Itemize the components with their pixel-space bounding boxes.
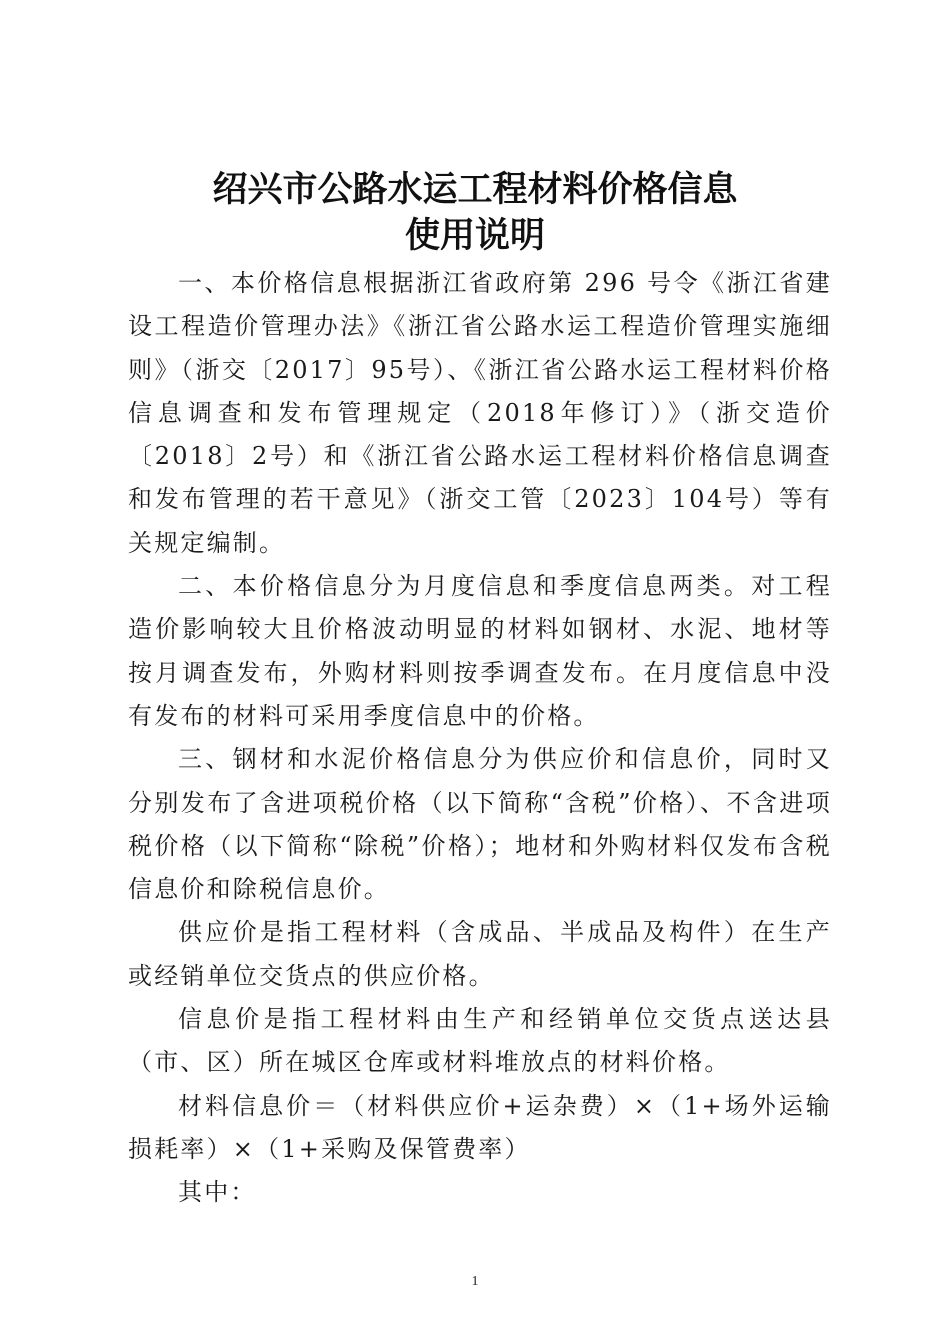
document-title-line1: 绍兴市公路水运工程材料价格信息 — [212, 169, 738, 210]
paragraph-supply-price-definition: 供应价是指工程材料（含成品、半成品及构件）在生产或经销单位交货点的供应价格。 — [128, 918, 832, 990]
paragraph-formula: 材料信息价＝（材料供应价+运杂费）×（1+场外运输损耗率）×（1+采购及保管费率） — [128, 1091, 832, 1163]
paragraph-where: 其中： — [178, 1178, 257, 1207]
page-number: 1 — [471, 1274, 479, 1289]
paragraph-price-types: 三、钢材和水泥价格信息分为供应价和信息价，同时又分别发布了含进项税价格（以下简称“含税”价格）、不含进项税价格（以下简称“除税”价格）；地材和外购材料仅发布含税信息价和除税信息价。 — [128, 745, 832, 904]
document-body — [128, 262, 832, 1215]
paragraph-basis: 一、本价格信息根据浙江省政府第 296 号令《浙江省建设工程造价管理办法》《浙江省公路水运工程造价管理实施细则》（浙交〔2017〕95号）、《浙江省公路水运工程材料价格信息调查和发布管理规定（2018年修订）》（浙交造价〔2018〕2号）和《浙江省公路水运工程材料价格信息调查和发布管理的若干意见》（浙交工管〔2023〕104号）等有关规定编制。 — [128, 269, 832, 557]
document-title-line2: 使用说明 — [404, 215, 545, 256]
paragraph-info-price-definition: 信息价是指工程材料由生产和经销单位交货点送达县（市、区）所在城区仓库或材料堆放点的材料价格。 — [128, 1005, 832, 1077]
paragraph-categories: 二、本价格信息分为月度信息和季度信息两类。对工程造价影响较大且价格波动明显的材料如钢材、水泥、地材等按月调查发布，外购材料则按季调查发布。在月度信息中没有发布的材料可采用季度信息中的价格。 — [128, 572, 832, 730]
